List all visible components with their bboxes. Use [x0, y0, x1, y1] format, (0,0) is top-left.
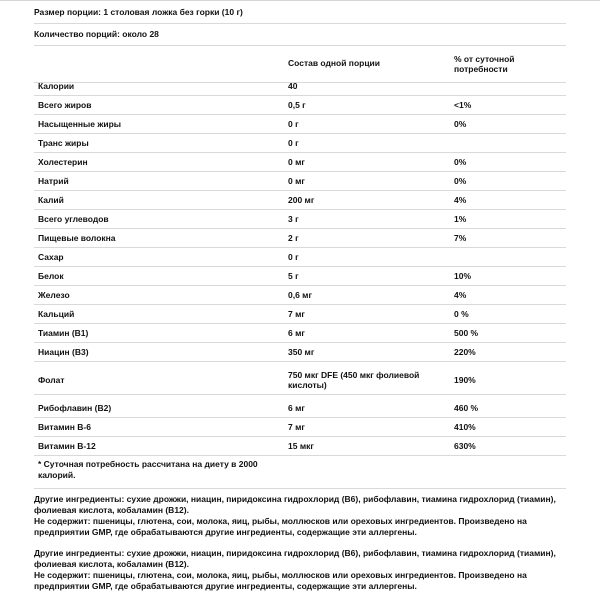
table-row [34, 115, 566, 134]
nutrient-dv: 0% [454, 157, 467, 167]
nutrient-amount: 7 мг [288, 309, 305, 319]
nutrient-amount: 6 мг [288, 328, 305, 338]
nutrient-name: Фолат [38, 375, 65, 385]
nutrient-dv: 500 % [454, 328, 479, 338]
nutrient-name: Насыщенные жиры [38, 119, 122, 129]
nutrient-amount: 0 г [288, 252, 299, 262]
table-row [34, 153, 566, 172]
nutrient-amount: 0,5 г [288, 100, 306, 110]
table-row [34, 229, 566, 248]
nutrient-dv: 4% [454, 195, 467, 205]
nutrient-dv [454, 134, 564, 152]
nutrient-amount: 0,6 мг [288, 290, 313, 300]
column-header-daily-value: % от суточной потребности [454, 54, 515, 74]
nutrient-amount: 350 мг [288, 347, 315, 357]
nutrient-name: Ниацин (B3) [38, 347, 89, 357]
table-row [34, 267, 566, 286]
serving-size: Размер порции: 1 столовая ложка без горки (10 г) [34, 7, 243, 17]
table-row [34, 399, 566, 418]
table-row [34, 343, 566, 362]
table-row [34, 418, 566, 437]
nutrient-name: Калории [38, 81, 75, 91]
table-row [34, 172, 566, 191]
nutrient-dv: 460 % [454, 403, 479, 413]
nutrient-amount: 7 мг [288, 422, 305, 432]
table-row [34, 248, 566, 267]
servings-per-container: Количество порций: около 28 [34, 29, 159, 39]
nutrient-dv: 0 % [454, 309, 469, 319]
nutrient-dv: 220% [454, 347, 476, 357]
nutrient-name: Пищевые волокна [38, 233, 116, 243]
nutrient-amount: 3 г [288, 214, 299, 224]
footnote-divider [34, 488, 566, 489]
nutrient-dv: 7% [454, 233, 467, 243]
table-row [34, 77, 566, 96]
nutrient-amount: 0 г [288, 119, 299, 129]
table-row [34, 210, 566, 229]
nutrient-name: Кальций [38, 309, 75, 319]
nutrient-dv: 0% [454, 119, 467, 129]
nutrient-name: Сахар [38, 252, 64, 262]
nutrient-name: Железо [38, 290, 70, 300]
table-row [34, 366, 566, 395]
nutrient-dv: 1% [454, 214, 467, 224]
other-ingredients-2: Другие ингредиенты: сухие дрожжи, ниацин, пиридоксина гидрохлорид (B6), рибофлавин, тиамина гидрохлорид (тиамин), фолиевая кислота, кобаламин (B12). [34, 548, 556, 569]
nutrient-amount: 200 мг [288, 195, 315, 205]
other-ingredients-1: Другие ингредиенты: сухие дрожжи, ниацин, пиридоксина гидрохлорид (B6), рибофлавин, тиамина гидрохлорид (тиамин), фолиевая кислота, кобаламин (B12). [34, 494, 556, 515]
nutrient-name: Транс жиры [38, 138, 89, 148]
nutrient-amount: 0 мг [288, 157, 305, 167]
allergen-statement-1: Не содержит: пшеницы, глютена, сои, молока, яиц, рыбы, моллюсков или ореховых ингредиентов. Произведено на предприятии GMP, где обрабатываются другие ингредиенты, содержащие эти аллергены. [34, 516, 527, 537]
nutrient-amount: 5 г [288, 271, 299, 281]
nutrient-name: Всего углеводов [38, 214, 109, 224]
nutrient-name: Витамин B-6 [38, 422, 91, 432]
nutrient-amount: 15 мкг [288, 441, 314, 451]
nutrient-name: Холестерин [38, 157, 88, 167]
daily-value-footnote: * Суточная потребность рассчитана на диету в 2000 калорий. [38, 459, 258, 480]
nutrient-amount: 40 [288, 81, 298, 91]
column-header-amount: Состав одной порции [288, 58, 381, 68]
table-row [34, 191, 566, 210]
servings-row [34, 24, 566, 46]
nutrient-dv: 4% [454, 290, 467, 300]
nutrient-dv: <1% [454, 100, 472, 110]
nutrient-dv: 410% [454, 422, 476, 432]
nutrient-name: Натрий [38, 176, 69, 186]
table-row [34, 437, 566, 456]
nutrient-name: Калий [38, 195, 64, 205]
nutrient-amount: 0 мг [288, 176, 305, 186]
nutrient-dv: 190% [454, 375, 476, 385]
nutrient-name: Рибофлавин (B2) [38, 403, 112, 413]
table-row [34, 96, 566, 115]
allergen-statement-2: Не содержит: пшеницы, глютена, сои, молока, яиц, рыбы, моллюсков или ореховых ингредиентов. Произведено на предприятии GMP, где обрабатываются другие ингредиенты, содержащие эти аллергены. [34, 570, 527, 591]
nutrient-name: Всего жиров [38, 100, 92, 110]
table-row [34, 305, 566, 324]
top-divider [0, 0, 600, 1]
nutrient-amount: 2 г [288, 233, 299, 243]
nutrient-dv [454, 77, 564, 95]
nutrient-dv [454, 248, 564, 266]
nutrient-amount: 750 мкг DFE (450 мкг фолиевой кислоты) [288, 370, 420, 390]
serving-size-row [34, 2, 566, 24]
nutrient-amount: 6 мг [288, 403, 305, 413]
nutrient-dv: 10% [454, 271, 472, 281]
table-row [34, 286, 566, 305]
nutrient-amount: 0 г [288, 138, 299, 148]
nutrient-dv: 630% [454, 441, 476, 451]
table-row [34, 134, 566, 153]
nutrient-dv: 0% [454, 176, 467, 186]
nutrient-name: Витамин B-12 [38, 441, 96, 451]
table-row [34, 324, 566, 343]
nutrient-name: Белок [38, 271, 64, 281]
nutrient-name: Тиамин (B1) [38, 328, 89, 338]
